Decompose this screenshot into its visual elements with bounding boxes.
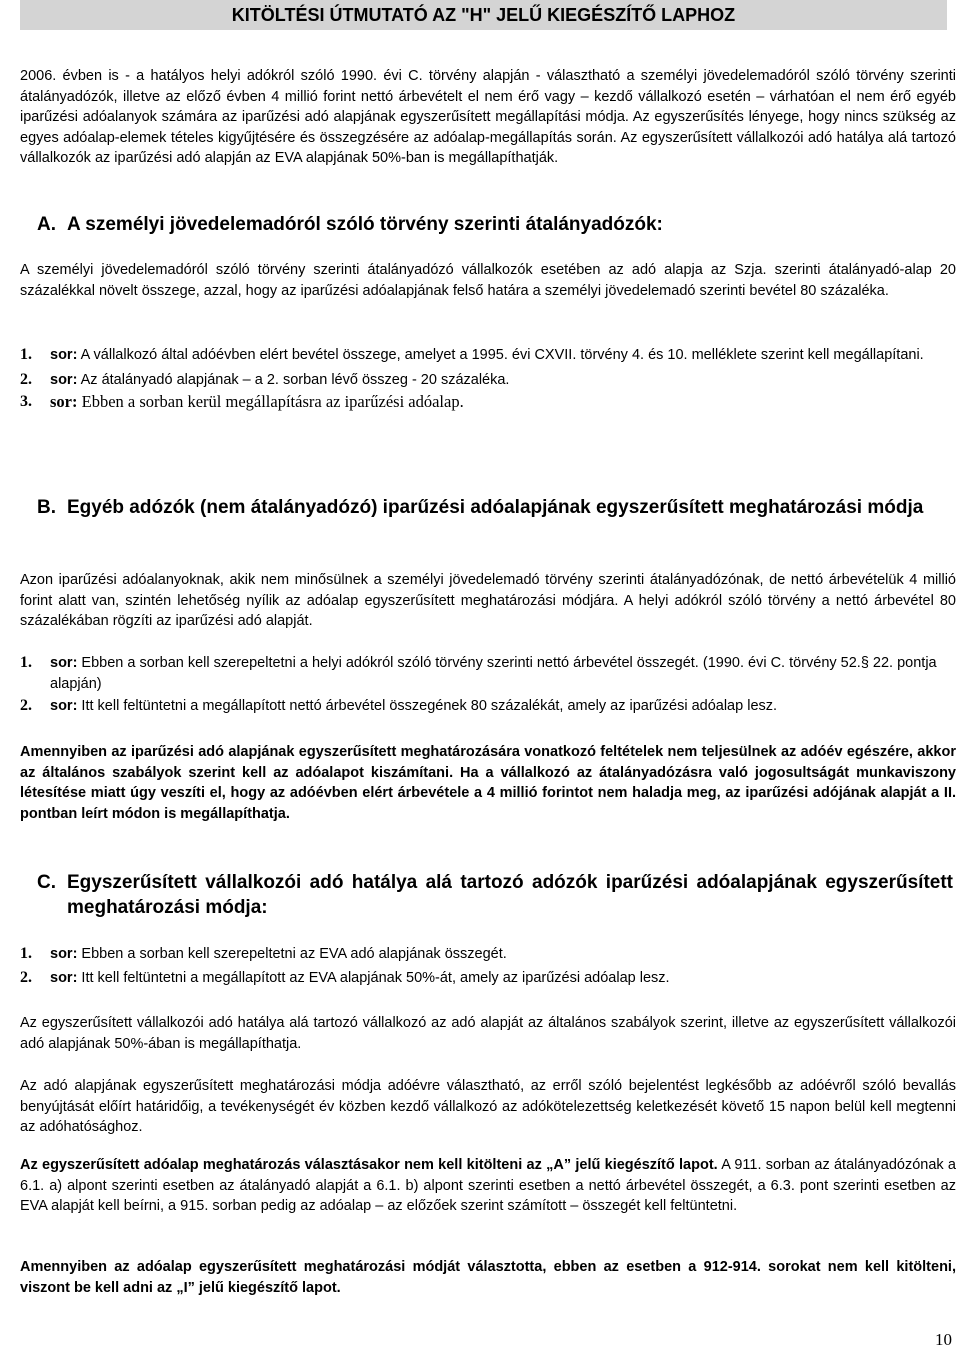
list-item-number: 1. (20, 346, 32, 363)
section-b-heading (37, 495, 957, 520)
section-c-heading (37, 870, 957, 920)
list-item (20, 653, 956, 694)
list-item-text: Itt kell feltüntetni a megállapított nettó árbevétel összegének 80 százalékát, amely az iparűzési adóalap lesz. (77, 698, 778, 714)
list-item-text: Ebben a sorban kell szerepeltetni a helyi adókról szóló törvény szerinti nettó árbevétel összegét. (1990. évi C. törvény 52.§ 22. pontja alapján) (50, 655, 937, 692)
page-number: 10 (935, 1330, 952, 1349)
section-a-letter: A. (37, 214, 56, 235)
list-item-number: 2. (20, 968, 32, 986)
section-a-list (20, 345, 956, 413)
list-item-number: 3. (20, 393, 32, 410)
list-item (20, 392, 956, 413)
intro-paragraph: 2006. évben is - a hatályos helyi adókról szóló 1990. évi C. törvény alapján - választható a személyi jövedelemadóról szóló törvény szerinti átalányadózók, illetve az előző évben 4 millió forint nettó árbevételt el nem érő vagy – kezdő vállalkozó esetén – várhatóan el nem érő egyéb iparűzési adóalanyok számára az iparűzési adó alapjának egyszerűsített megállapítási módja. Az egyszerűsítés lényege, hogy nincs szükség az egyes adóalap-elemek tételes kigyűjtésére és összegzésére az adóalap-megállapítás során. Az egyszerűsített vállalkozói adó hatálya alá tartozó vállalkozók az iparűzési adó alapján az EVA alapjának 50%-ban is megállapíthatják. (20, 68, 956, 166)
section-b-letter: B. (37, 497, 56, 518)
section-a-heading (37, 212, 957, 237)
list-item-keyword: sor: (50, 969, 78, 986)
section-b-list (20, 653, 956, 717)
list-item-keyword: sor: (50, 698, 78, 714)
list-item-text: Ebben a sorban kell szerepeltetni az EVA adó alapjának összegét. (77, 946, 507, 962)
list-item (20, 370, 956, 391)
paragraph-bold-lead: Az egyszerűsített adóalap meghatározás választásakor nem kell kitölteni az „A” jelű kiegészítő lapot. (20, 1157, 718, 1173)
list-item-number: 2. (20, 370, 32, 388)
list-item-number: 1. (20, 654, 32, 671)
section-c-letter: C. (37, 872, 56, 893)
section-c-bold-paragraph: Amennyiben az adóalap egyszerűsített meghatározási módját választotta, ebben az esetben a 912-914. sorokat nem kell kitölteni, viszont be kell adni az „I” jelű kiegészítő lapot. (20, 1259, 956, 1296)
section-a-paragraph: A személyi jövedelemadóról szóló törvény szerinti átalányadózó vállalkozók esetében az adó alapja az Szja. szerinti átalányadó-alap 20 százalékkal növelt összege, azzal, hogy az iparűzési adóalapjának felső határa a személyi jövedelemadó szerinti bevétel 80 százaléka. (20, 262, 956, 299)
list-item-keyword: sor: (50, 371, 78, 388)
list-item-text: A vállalkozó által adóévben elért bevétel összege, amelyet a 1995. évi CXVII. törvény 4. és 10. melléklete szerint kell megállapítani. (77, 347, 924, 363)
list-item (20, 968, 956, 989)
list-item-number: 2. (20, 697, 32, 714)
section-b-paragraph: Azon iparűzési adóalanyoknak, akik nem minősülnek a személyi jövedelemadó törvény szerinti átalányadózónak, de nettó árbevételük 4 millió forint alatt van, szintén lehetőség nyílik az adóalap egyszerűsített meghatározási módjára. A helyi adókról szóló törvény a nettó árbevétel 80 százalékában rögzíti az iparűzési adó alapját. (20, 572, 956, 629)
section-c-paragraph-2: Az adó alapjának egyszerűsített meghatározási módja adóévre választható, az erről szóló bejelentést legkésőbb az adóévről szóló bevallás benyújtását előírt határidőig, a tevékenységét év közben kezdő vállalkozó az adókötelezettség keletkezését követő 15 napon belül kell megtenni az adóhatósághoz. (20, 1078, 956, 1135)
section-c-list (20, 944, 956, 988)
list-item-keyword: sor: (50, 392, 78, 411)
section-b-title: Egyéb adózók (nem átalányadózó) iparűzési adóalapjának egyszerűsített meghatározási módja (67, 497, 924, 518)
list-item (20, 345, 956, 366)
list-item-keyword: sor: (50, 946, 78, 962)
list-item (20, 696, 956, 717)
list-item-keyword: sor: (50, 655, 78, 671)
section-b-bold-paragraph: Amennyiben az iparűzési adó alapjának egyszerűsített meghatározására vonatkozó feltételek nem teljesülnek az adóév egészére, akkor az általános szabályok szerint kell az adóalapot kiszámítani. Ha a vállalkozó az átalányadózásra való jogosultságát munkaviszony létesítése miatt úgy veszíti el, hogy az adóévben elért árbevétele a 4 millió forintot nem haladja meg, az iparűzési adójának alapját a II. pontban leírt módon is megállapíthatja. (20, 744, 956, 822)
section-a-title: A személyi jövedelemadóról szóló törvény szerinti átalányadózók: (67, 214, 663, 235)
list-item-text: Itt kell feltüntetni a megállapított az EVA alapjának 50%-át, amely az iparűzési adóalap lesz. (77, 969, 670, 986)
section-c-paragraph-3 (20, 1155, 956, 1217)
paragraph-rest: A 911. sorban az átalányadózónak a 6.1. a) alpont szerinti esetben az átalányadó alapját a 6.1. b) alpont szerinti esetben a nettó árbevétel összegét, a 6.3. pont szerinti esetben az EVA alapját kell beírni, a 915. sorban pedig az adóalap – az előzőek szerint számított – összegét kell feltüntetni. (20, 1157, 956, 1214)
list-item-number: 1. (20, 945, 32, 962)
list-item-text: Az átalányadó alapjának – a 2. sorban lévő összeg - 20 százaléka. (77, 371, 510, 388)
section-c-paragraph-1: Az egyszerűsített vállalkozói adó hatálya alá tartozó vállalkozó az adó alapját az általános szabályok szerint, illetve az egyszerűsített vállalkozói adó alapjának 50%-ában is megállapíthatja. (20, 1015, 956, 1052)
list-item-text: Ebben a sorban kerül megállapításra az iparűzési adóalap. (77, 392, 464, 411)
list-item-keyword: sor: (50, 347, 78, 363)
section-c-title: Egyszerűsített vállalkozói adó hatálya alá tartozó adózók iparűzési adóalapjának egyszerűsített meghatározási módja: (67, 872, 953, 918)
page-header: KITÖLTÉSI ÚTMUTATÓ AZ "H" JELŰ KIEGÉSZÍTŐ LAPHOZ (20, 0, 947, 30)
list-item (20, 944, 956, 965)
